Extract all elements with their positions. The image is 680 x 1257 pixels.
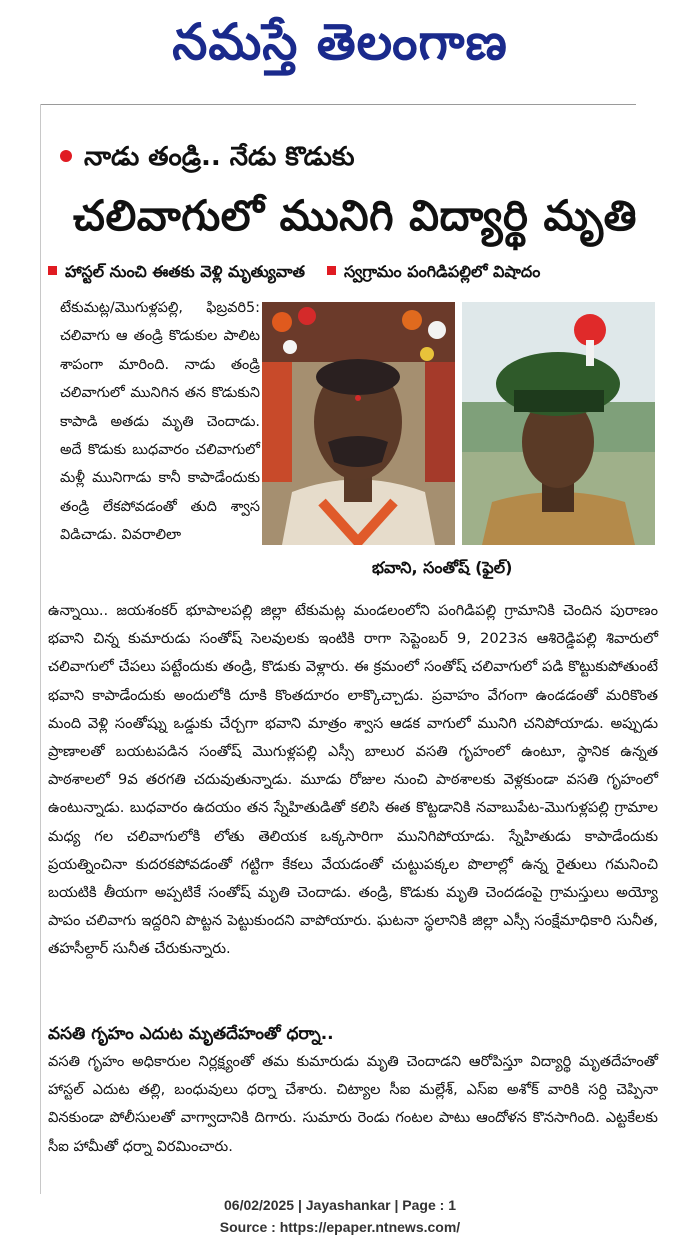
masthead (0, 0, 680, 100)
son-portrait-image (462, 302, 655, 545)
subhead-2: స్వగ్రామం పంగిడిపల్లిలో విషాదం (344, 262, 541, 281)
photo-caption: భవాని, సంతోష్ (ఫైల్) (372, 558, 513, 577)
article-subheads (48, 260, 658, 284)
page-footer (0, 1194, 680, 1238)
article-subhead-dharna: వసతి గృహం ఎదుట మృతదేహంతో ధర్నా.. (48, 1024, 334, 1044)
masthead-divider (40, 104, 636, 105)
square-bullet-icon (327, 266, 336, 275)
article-kicker (60, 140, 354, 174)
bullet-icon (60, 150, 72, 162)
father-portrait-image (262, 302, 455, 545)
article-body: ఉన్నాయి.. జయశంకర్ భూపాలపల్లి జిల్లా టేకుమట్ల మండలంలోని పంగిడిపల్లి గ్రామానికి చెందిన పురాణం భవాని చిన్న కుమారుడు సంతోష్ సెలవులకు ఇంటికి రాగా సెప్టెంబర్ 9, 2023న ఆశిరెడ్డిపల్లి శివారులో చలివాగులో చేపలు పట్టేందుకు తండ్రి, కొడుకు వెళ్లారు. ఈ క్రమంలో సంతోష్ చలివాగులో పడి కొట్టుకుపోతుంటే భవాని కాపాడేందుకు అందులోకి దూకి కొంతదూరం లాక్కొచ్చాడు. ప్రవాహం వేగంగా ఉండడంతో మరికొంత మంది వెళ్లి సంతోష్ను ఒడ్డుకు చేర్చగా భవాని మాత్రం శ్వాస ఆడక వాగులో మునిగి చనిపోయాడు. అప్పుడు ప్రాణాలతో బయటపడిన సంతోష్ మొగుళ్లపల్లి ఎస్సీ బాలుర వసతి గృహంలో ఉంటూ, స్థానిక ఉన్నత పాఠశాలలో 9వ తరగతి చదువుతున్నాడు. మూడు రోజుల నుంచి పాఠశాలకు వెళ్లకుండా వసతి గృహంలో ఉంటున్నాడు. బుధవారం ఉదయం తన స్నేహితుడితో కలిసి ఈత కొట్టడానికి నవాబుపేట-మొగుళ్లపల్లి గ్రామాల మధ్య గల చలివాగులోకి లోతు తెలియక ఒక్కసారిగా మునిగిపోయాడు. స్నేహితుడు కాపాడేందుకు ప్రయత్నించినా కుదరకపోవడంతో గట్టిగా కేకలు వేయడంతో చుట్టుపక్కల పొలాల్లో ఉన్న రైతులు గమనించి బయటికి తీయగా అప్పటికే సంతోష్ మృతి చెందాడు. తండ్రి, కొడుకు మృతి చెందడంపై గ్రామస్తులు అయ్యో పాపం చలివాగు ఇద్దరిని పొట్టన పెట్టుకుందని వాపోయారు. ఘటనా స్థలానికి జిల్లా ఎస్సీ సంక్షేమాధికారి సునీత, తహసీల్దార్ సునీత చేరుకున్నారు. (48, 602, 658, 958)
masthead-logo: నమస్తే తెలంగాణ (172, 12, 508, 71)
kicker-text: నాడు తండ్రి.. నేడు కొడుకు (84, 142, 355, 172)
article-headline: చలివాగులో మునిగి విద్యార్థి మృతి (73, 191, 637, 240)
photo-son (462, 302, 655, 545)
footer-source-line: Source : https://epaper.ntnews.com/ (219, 1219, 461, 1235)
photo-father (262, 302, 455, 545)
article-body-dharna: వసతి గృహం అధికారుల నిర్లక్ష్యంతో తమ కుమారుడు మృతి చెందాడని ఆరోపిస్తూ విద్యార్థి మృతదేహంతో హాస్టల్ ఎదుట తల్లి, బంధువులు ధర్నా చేశారు. చిట్యాల సీఐ మల్లేశ్, ఎస్ఐ అశోక్ వారికి సర్ది చెప్పినా వినకుండా పోలీసులతో వాగ్వాదానికి దిగారు. సుమారు రెండు గంటల పాటు ఆందోళన కొనసాగింది. ఎట్టకేలకు సీఐ హామీతో ధర్నా విరమించారు. (48, 1053, 658, 1155)
column-divider (40, 104, 41, 1194)
square-bullet-icon (48, 266, 57, 275)
lead-column-text: టేకుమట్ల/మొగుళ్లపల్లి, ఫిబ్రవరి5: చలివాగు ఆ తండ్రి కొడుకుల పాలిట శాపంగా మారింది. నాడు తండ్రి చలివాగులో మునిగిన తన కొడుకుని కాపాడి అతడు మృతి చెందాడు. అదే కొడుకు బుధవారం చలివాగులో మళ్లీ మునిగాడు కానీ కాపాడేందుకు తండ్రి లేకపోవడంతో తుది శ్వాస విడిచాడు. వివరాలిలా (60, 300, 260, 544)
subhead-1: హాస్టల్ నుంచి ఈతకు వెళ్లి మృత్యువాత (65, 262, 305, 281)
footer-date-line: 06/02/2025 | Jayashankar | Page : 1 (224, 1197, 456, 1213)
